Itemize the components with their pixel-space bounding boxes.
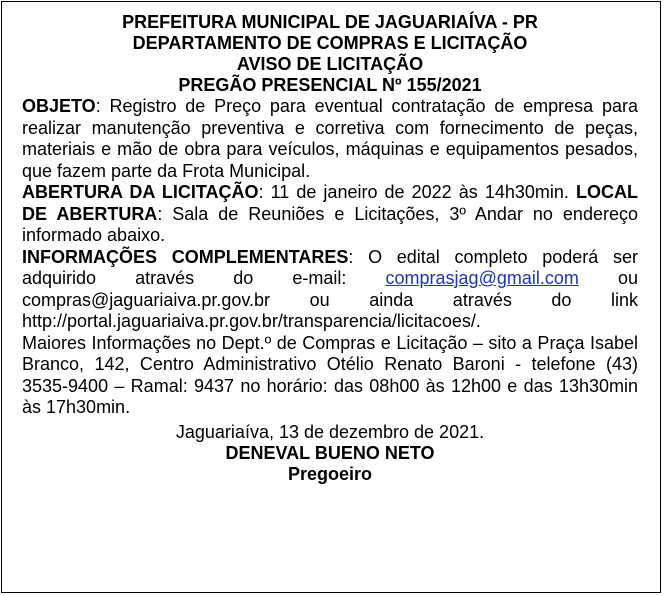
abertura-paragraph <box>22 182 638 247</box>
objeto-text: : Registro de Preço para eventual contratação de empresa para realizar manutenção preventiva e corretiva com fornecimento de peças, materiais e mão de obra para veículos, máquinas e equipamentos pesados, que fazem parte da Frota Municipal. <box>22 96 638 181</box>
dateline: Jaguariaíva, 13 de dezembro de 2021. <box>175 421 485 442</box>
objeto-label: OBJETO <box>22 96 96 116</box>
maiores-paragraph: Maiores Informações no Dept.º de Compras e Licitação – sito a Praça Isabel Branco, 142, Centro Administrativo Otélio Renato Baroni - telefone (43) 3535-9400 – Ramal: 9437 no horário: das 08h00 às 12h00 e das 13h30min às 17h30min. <box>22 332 638 417</box>
signature-name: DENEVAL BUENO NETO <box>225 442 435 463</box>
header-prefeitura: PREFEITURA MUNICIPAL DE JAGUARIAÍVA - PR <box>122 12 538 32</box>
abertura-label: ABERTURA DA LICITAÇÃO <box>22 182 259 202</box>
objeto-paragraph <box>22 96 638 182</box>
informacoes-text-before: : O edital completo poderá ser adquirido através do e-mail: <box>22 246 638 288</box>
informacoes-paragraph <box>22 247 638 333</box>
local-label: LOCAL DE ABERTURA <box>22 182 639 224</box>
informacoes-label: INFORMAÇÕES COMPLEMENTARES <box>22 246 349 267</box>
informacoes-text-after: ou compras@jaguariaiva.pr.gov.br ou ainda através do link http://portal.jaguariaiva.pr.gov.br/transparencia/licitacoes/. <box>22 268 638 331</box>
header-departamento: DEPARTAMENTO DE COMPRAS E LICITAÇÃO <box>132 33 528 53</box>
email-link[interactable]: comprasjag@gmail.com <box>385 268 579 288</box>
signature-role: Pregoeiro <box>287 463 373 484</box>
abertura-text: : 11 de janeiro de 2022 às 14h30min. <box>258 182 577 202</box>
local-text: : Sala de Reuniões e Licitações, 3º Andar no endereço informado abaixo. <box>22 203 638 245</box>
header-pregao: PREGÃO PRESENCIAL Nº 155/2021 <box>178 75 482 95</box>
header-aviso: AVISO DE LICITAÇÃO <box>236 54 424 74</box>
notice-content <box>22 12 638 485</box>
